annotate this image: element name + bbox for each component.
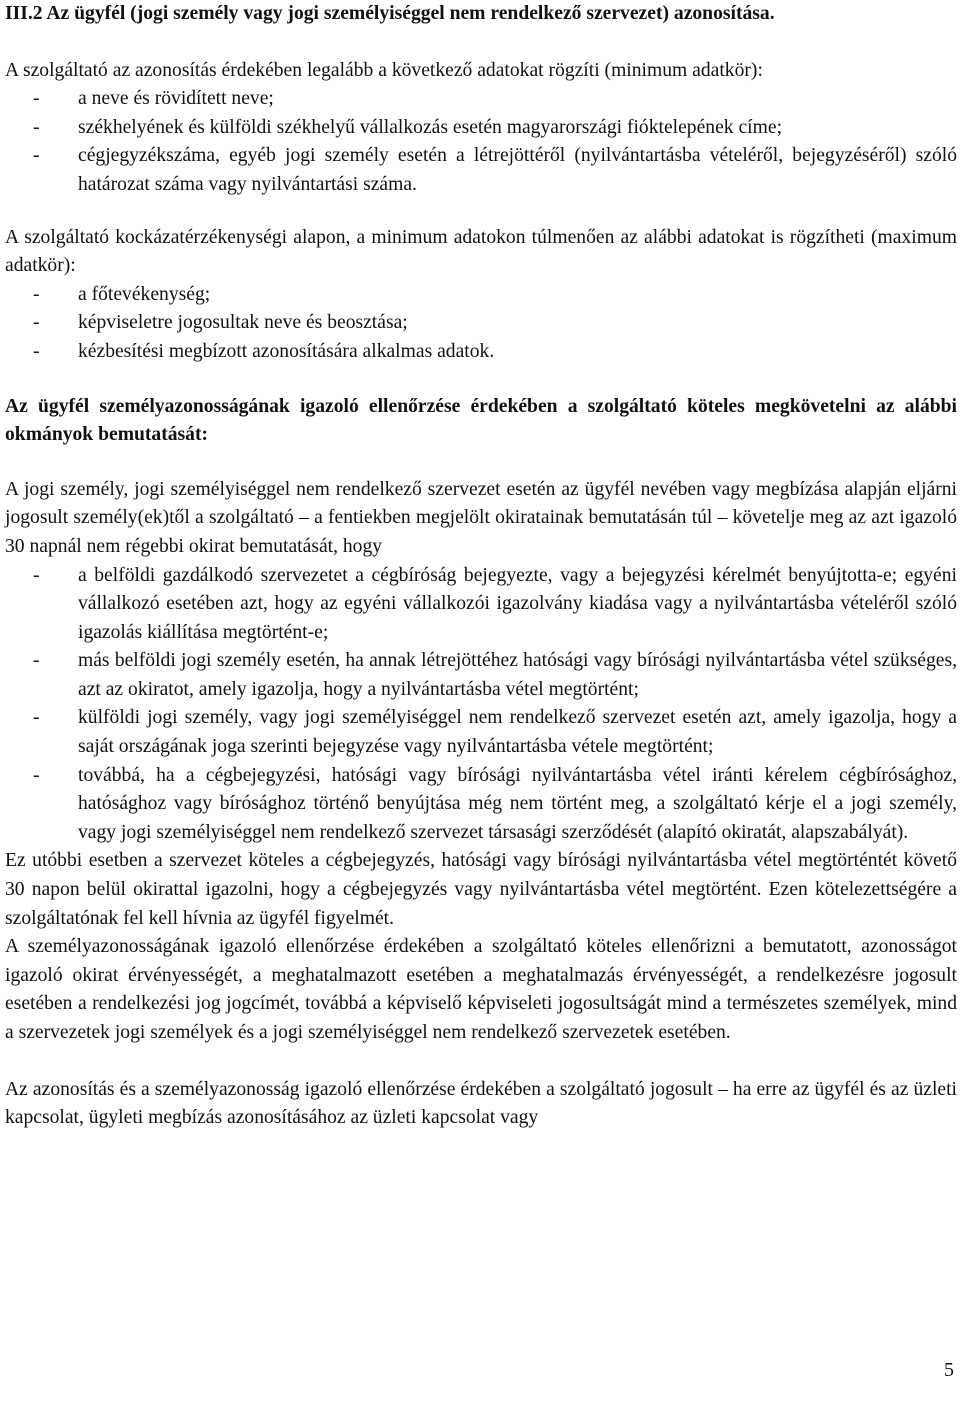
list-item	[5, 85, 957, 114]
list-item-text: továbbá, ha a cégbejegyzési, hatósági vagy bírósági nyilvántartásba vétel iránti kérelem cégbírósághoz, hatósághoz vagy bírósághoz történő benyújtása még nem történt meg, a szolgáltató kérje el a jogi személy, vagy jogi személyiséggel nem rendelkező szervezet társasági szerződését (alapító okiratát, alapszabályát).	[78, 764, 957, 843]
list-marker: -	[33, 707, 40, 729]
list-marker: -	[33, 312, 40, 334]
list-item	[5, 562, 957, 648]
list-marker: -	[33, 88, 40, 110]
after-registration-paragraph: Ez utóbbi esetben a szervezet köteles a cégbejegyzés, hatósági vagy bírósági nyilvántartásba vétel megtörténtét követő 30 napon belül okirattal igazolni, hogy a cégbejegyzés vagy nyilvántartásba vétel megtörtént. Ezen kötelezettségére a szolgáltatónak fel kell hívnia az ügyfél figyelmét.	[5, 850, 957, 929]
list-item-text: képviseletre jogosultak neve és beosztása;	[78, 312, 408, 334]
list-item	[5, 309, 957, 338]
document-page	[5, 0, 957, 1133]
list-item-text: külföldi jogi személy, vagy jogi személyiséggel nem rendelkező szervezet esetén azt, amely igazolja, hogy a saját országának joga szerinti bejegyzése vagy nyilvántartásba vétele megtörtént;	[78, 707, 957, 758]
list-item-text: a neve és rövidített neve;	[78, 88, 274, 110]
list-marker: -	[33, 283, 40, 305]
list-marker: -	[33, 116, 40, 138]
list-item	[5, 281, 957, 310]
list-item	[5, 647, 957, 704]
list-item	[5, 762, 957, 848]
verification-paragraph: A személyazonosságának igazoló ellenőrzése érdekében a szolgáltató köteles ellenőrizni a bemutatott, azonosságot igazoló okirat érvényességét, a meghatalmazott esetében a meghatalmazás érvényességét, a rendelkezésre jogosult esetében a rendelkezési jog jogcímét, továbbá a képviselő képviseleti jogosultságát mind a természetes személyek, mind a szervezetek jogi személyek és a jogi személyiséggel nem rendelkező szervezetek esetében.	[5, 936, 957, 1043]
documents-list	[5, 562, 957, 848]
section-title: III.2 Az ügyfél (jogi személy vagy jogi személyiséggel nem rendelkező szervezet) azonosítása.	[5, 3, 775, 24]
list-item	[5, 142, 957, 199]
list-item-text: más belföldi jogi személy esetén, ha annak létrejöttéhez hatósági vagy bírósági nyilvántartásba vétel szükséges, azt az okiratot, amely igazolja, hogy a nyilvántartásba vétel megtörtént;	[78, 650, 957, 700]
documents-heading: Az ügyfél személyazonosságának igazoló ellenőrzése érdekében a szolgáltató köteles megkövetelni az alábbi okmányok bemutatását:	[5, 395, 957, 446]
list-item	[5, 704, 957, 761]
page-number: 5	[944, 1359, 954, 1381]
list-item-text: székhelyének és külföldi székhelyű vállalkozás esetén magyarországi fióktelepének címe;	[78, 116, 783, 138]
list-item-text: kézbesítési megbízott azonosítására alkalmas adatok.	[78, 340, 495, 362]
closing-paragraph: Az azonosítás és a személyazonosság igazoló ellenőrzése érdekében a szolgáltató jogosult – ha erre az ügyfél és az üzleti kapcsolat, ügyleti megbízás azonosításához az üzleti kapcsolat vagy	[5, 1078, 957, 1129]
documents-intro: A jogi személy, jogi személyiséggel nem rendelkező szervezet esetén az ügyfél nevében vagy megbízása alapján eljárni jogosult személy(ek)től a szolgáltató – a fentiekben megjelölt okiratainak bemutatásán túl – követelje meg az azt igazoló 30 napnál nem régebbi okirat bemutatását, hogy	[5, 478, 957, 557]
list-item	[5, 114, 957, 143]
list-marker: -	[33, 340, 40, 362]
minimum-data-intro: A szolgáltató az azonosítás érdekében legalább a következő adatokat rögzíti (minimum adatkör):	[5, 59, 763, 81]
minimum-data-list	[5, 85, 957, 199]
list-marker: -	[33, 564, 40, 586]
list-marker: -	[33, 145, 40, 167]
list-item-text: cégjegyzékszáma, egyéb jogi személy esetén a létrejöttéről (nyilvántartásba vételéről, bejegyzéséről) szóló határozat száma vagy nyilvántartási száma.	[78, 145, 957, 195]
list-item	[5, 338, 957, 367]
list-item-text: a belföldi gazdálkodó szervezetet a cégbíróság bejegyezte, vagy a bejegyzési kérelmét benyújtotta-e; egyéni vállalkozó esetében azt, hogy az egyéni vállalkozói igazolvány kiadása vagy a nyilvántartásba vételéről szóló igazolás kiállítása megtörtént-e;	[78, 564, 957, 643]
list-marker: -	[33, 764, 40, 786]
maximum-data-list	[5, 281, 957, 367]
maximum-data-intro: A szolgáltató kockázatérzékenységi alapon, a minimum adatokon túlmenően az alábbi adatokat is rögzítheti (maximum adatkör):	[5, 226, 957, 277]
list-item-text: a főtevékenység;	[78, 283, 211, 305]
list-marker: -	[33, 650, 40, 672]
